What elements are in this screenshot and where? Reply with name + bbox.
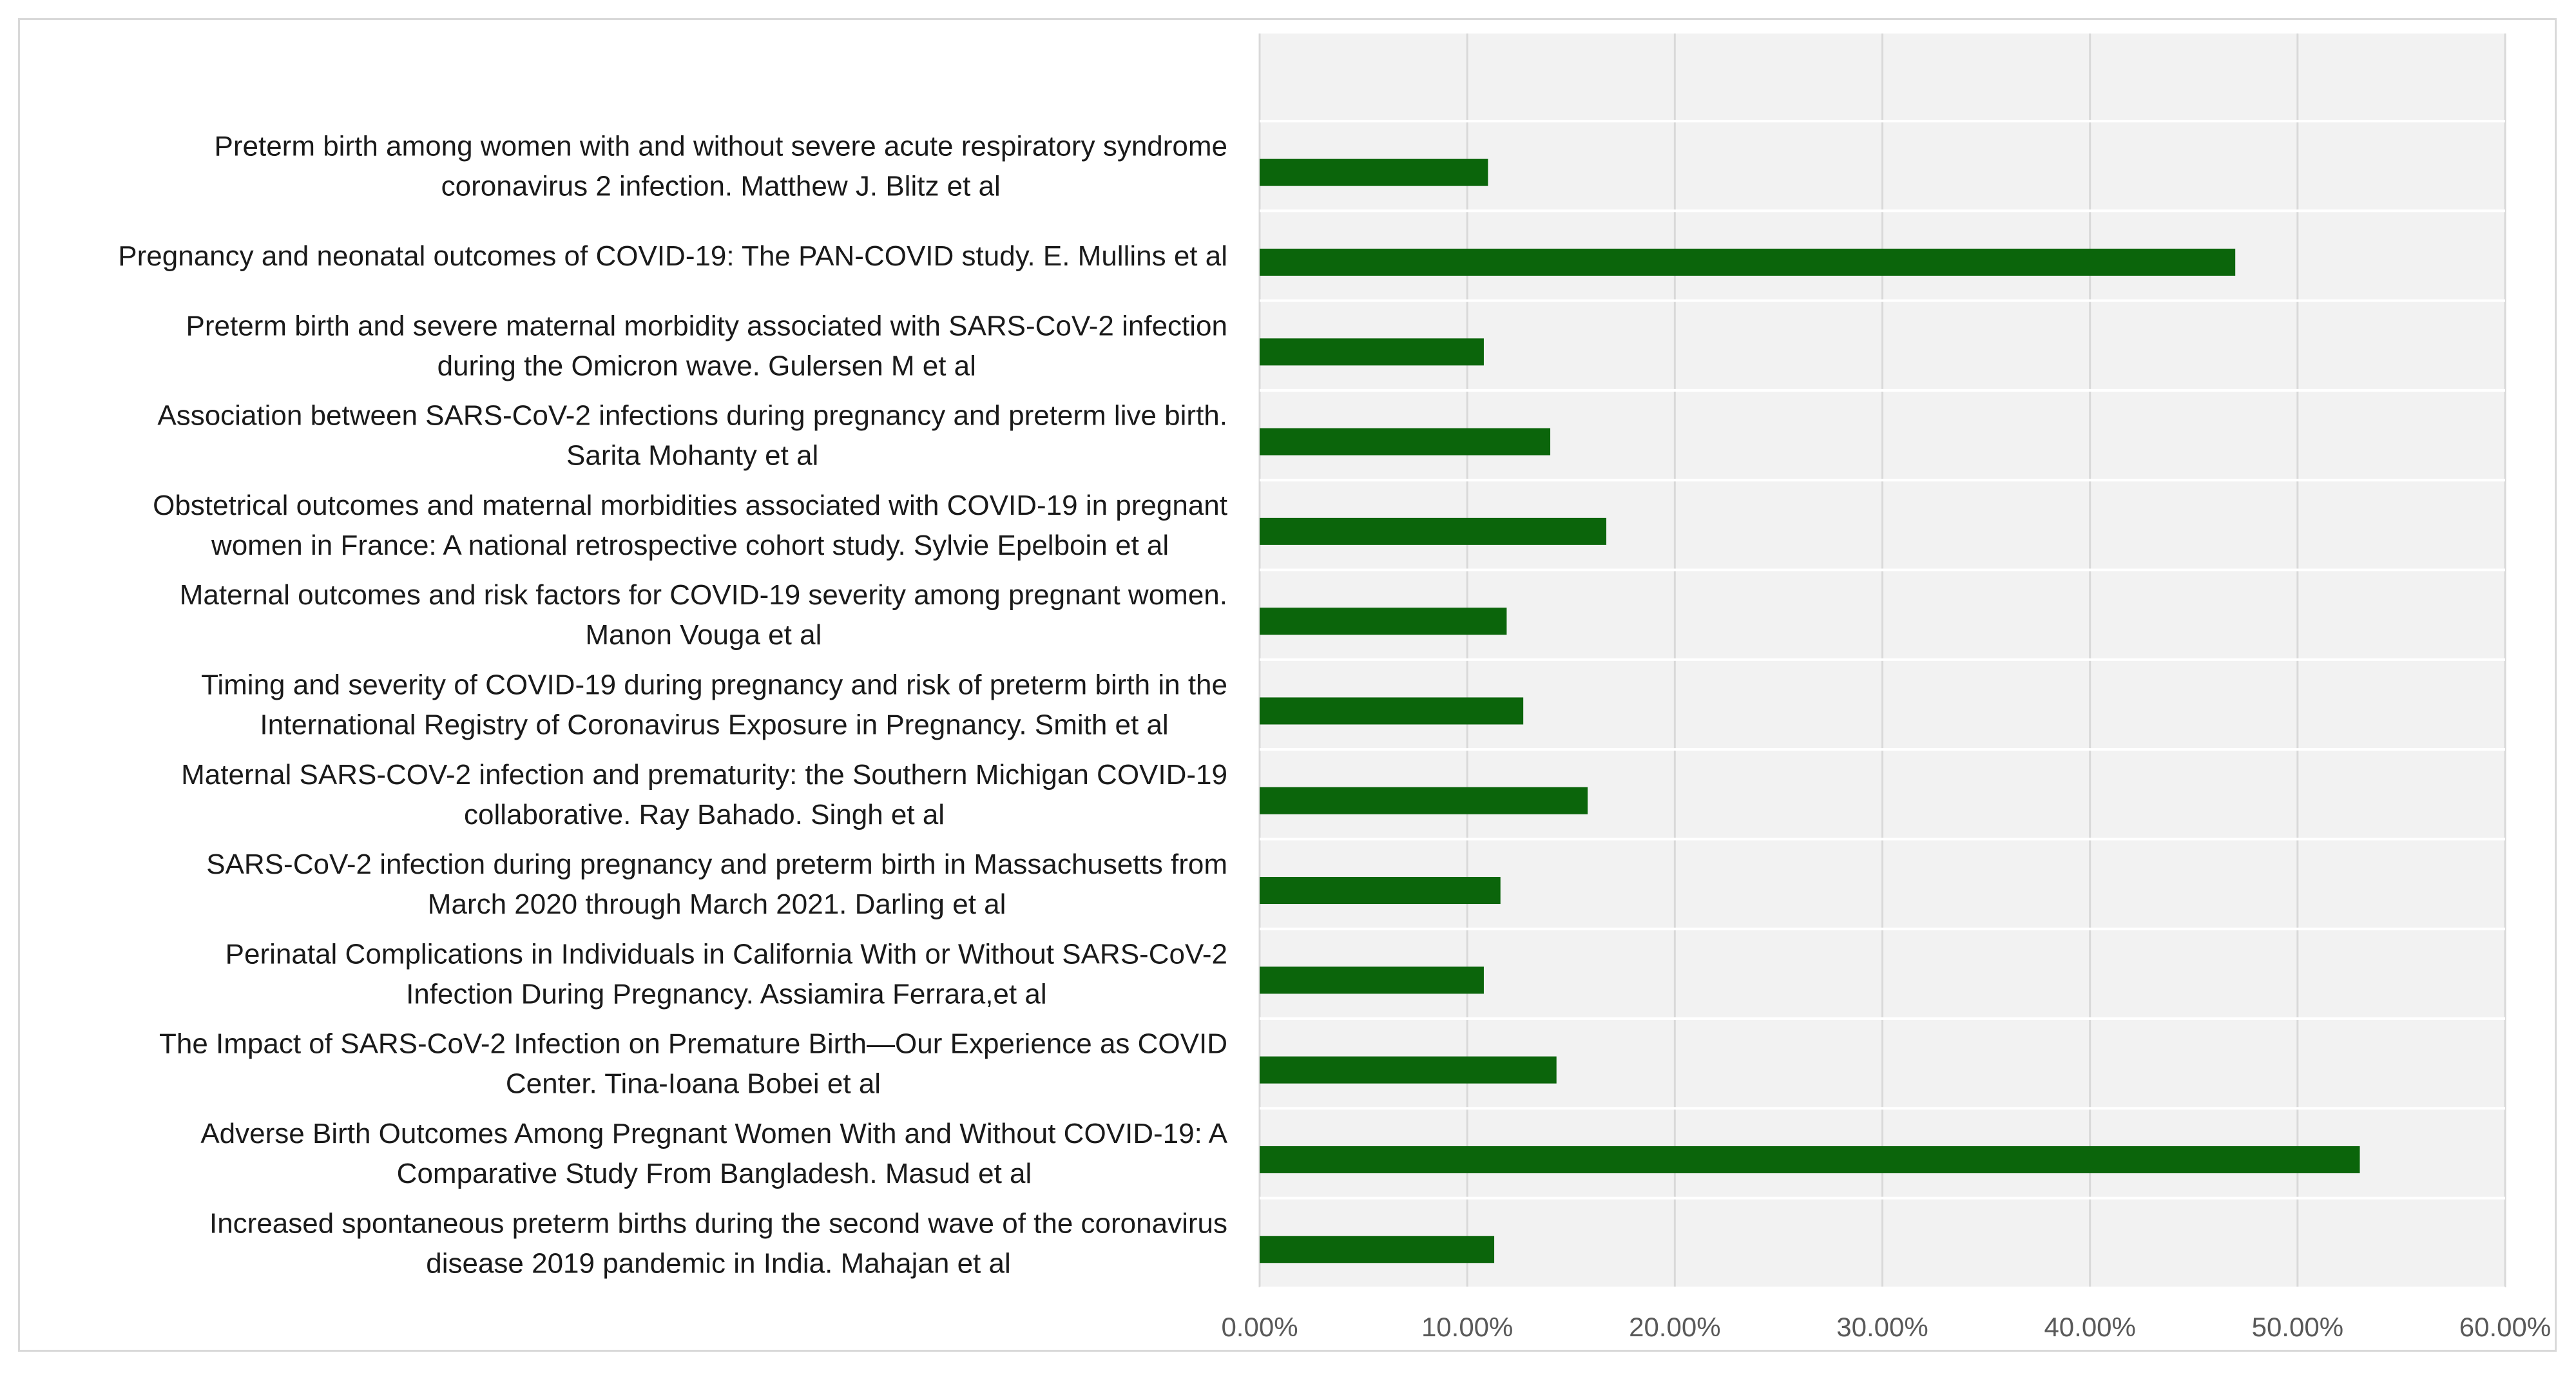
category-label-10-line-1: Perinatal Complications in Individuals in California With or Without SARS-CoV-2	[225, 938, 1227, 970]
category-label-4-line-2: Sarita Mohanty et al	[566, 439, 819, 472]
x-tick-label-3: 30.00%	[1836, 1312, 1928, 1342]
bar-10	[1260, 966, 1484, 994]
category-label-8-line-2: collaborative. Ray Bahado. Singh et al	[464, 798, 945, 831]
category-label-9-line-2: March 2020 through March 2021. Darling et al	[427, 888, 1006, 921]
x-tick-label-0: 0.00%	[1221, 1312, 1298, 1342]
bar-4	[1260, 428, 1550, 456]
x-tick-label-4: 40.00%	[2044, 1312, 2136, 1342]
bar-8	[1260, 787, 1588, 814]
category-label-3-line-2: during the Omicron wave. Gulersen M et al	[437, 350, 976, 382]
category-labels	[118, 131, 1227, 1280]
category-label-12-line-2: Comparative Study From Bangladesh. Masud et al	[396, 1157, 1032, 1189]
category-label-11-line-1: The Impact of SARS-CoV-2 Infection on Premature Birth—Our Experience as COVID	[159, 1028, 1227, 1060]
category-label-4-line-1: Association between SARS-CoV-2 infections during pregnancy and preterm live birth.	[157, 399, 1227, 432]
bar-2	[1260, 249, 2235, 276]
bar-13	[1260, 1236, 1494, 1263]
category-label-1-line-2: coronavirus 2 infection. Matthew J. Blitz et al	[441, 170, 1001, 202]
bar-7	[1260, 697, 1523, 724]
category-label-12-line-1: Adverse Birth Outcomes Among Pregnant Women With and Without COVID-19: A	[200, 1117, 1227, 1149]
bar-3	[1260, 338, 1484, 365]
category-label-7-line-1: Timing and severity of COVID-19 during pregnancy and risk of preterm birth in the	[201, 669, 1227, 701]
category-label-3-line-1: Preterm birth and severe maternal morbidity associated with SARS-CoV-2 infection	[186, 310, 1227, 342]
bar-5	[1260, 518, 1606, 545]
bar-12	[1260, 1146, 2360, 1173]
category-label-9-line-1: SARS-CoV-2 infection during pregnancy and preterm birth in Massachusetts from	[206, 849, 1227, 881]
x-axis-tick-labels	[1221, 1312, 2551, 1342]
category-label-13-line-1: Increased spontaneous preterm births during the second wave of the coronavirus	[209, 1207, 1227, 1240]
category-label-5-line-1: Obstetrical outcomes and maternal morbidities associated with COVID-19 in pregnant	[153, 489, 1227, 521]
category-label-11-line-2: Center. Tina-Ioana Bobei et al	[505, 1068, 881, 1100]
category-label-7-line-2: International Registry of Coronavirus Exposure in Pregnancy. Smith et al	[260, 709, 1169, 741]
category-label-6-line-2: Manon Vouga et al	[585, 619, 822, 651]
bar-6	[1260, 608, 1506, 635]
category-label-2-line-1: Pregnancy and neonatal outcomes of COVID-19: The PAN-COVID study. E. Mullins et al	[118, 240, 1227, 272]
category-label-10-line-2: Infection During Pregnancy. Assiamira Ferrara,et al	[406, 978, 1047, 1010]
x-tick-label-5: 50.00%	[2251, 1312, 2344, 1342]
category-label-5-line-2: women in France: A national retrospective cohort study. Sylvie Epelboin et al	[211, 529, 1169, 561]
x-tick-label-6: 60.00%	[2459, 1312, 2552, 1342]
x-tick-label-2: 20.00%	[1629, 1312, 1721, 1342]
x-tick-label-1: 10.00%	[1421, 1312, 1514, 1342]
category-label-8-line-1: Maternal SARS-COV-2 infection and prematurity: the Southern Michigan COVID-19	[181, 758, 1227, 791]
bar-1	[1260, 159, 1488, 186]
category-label-13-line-2: disease 2019 pandemic in India. Mahajan et al	[426, 1247, 1011, 1280]
category-label-6-line-1: Maternal outcomes and risk factors for COVID-19 severity among pregnant women.	[179, 579, 1227, 611]
bar-9	[1260, 877, 1501, 904]
category-label-1-line-1: Preterm birth among women with and without severe acute respiratory syndrome	[214, 130, 1227, 162]
bar-11	[1260, 1057, 1557, 1084]
